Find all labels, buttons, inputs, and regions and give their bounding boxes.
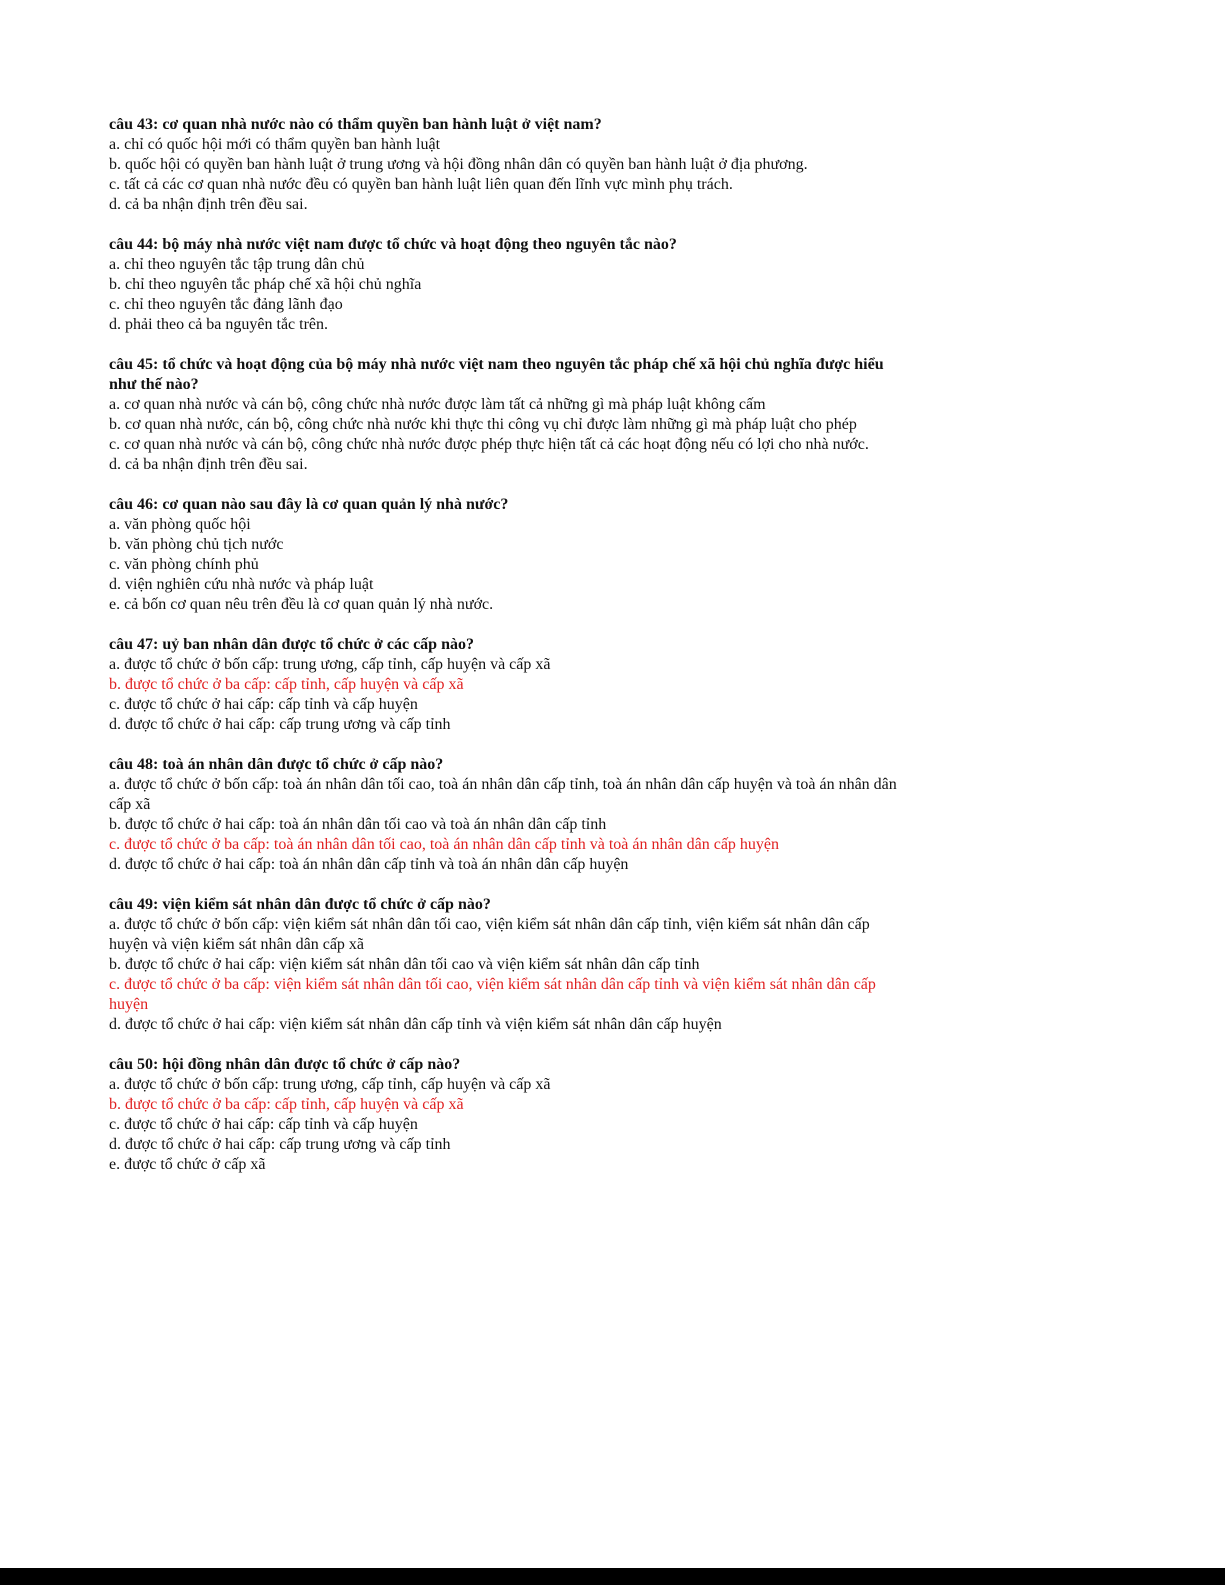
answer-option: d. được tổ chức ở hai cấp: toà án nhân dân cấp tỉnh và toà án nhân dân cấp huyện <box>109 856 629 873</box>
answer-option: a. chỉ có quốc hội mới có thẩm quyền ban hành luật <box>109 136 441 153</box>
question-title: câu 46: cơ quan nào sau đây là cơ quan quản lý nhà nước? <box>109 496 509 513</box>
answer-option: a. được tổ chức ở bốn cấp: trung ương, cấp tỉnh, cấp huyện và cấp xã <box>109 1076 551 1093</box>
answer-option: a. văn phòng quốc hội <box>109 516 251 533</box>
answer-option-correct: c. được tổ chức ở ba cấp: toà án nhân dân tối cao, toà án nhân dân cấp tỉnh và toà án nhân dân cấp huyện <box>109 836 780 853</box>
question-title: câu 47: uỷ ban nhân dân được tổ chức ở các cấp nào? <box>109 636 474 653</box>
answer-option: b. chỉ theo nguyên tắc pháp chế xã hội chủ nghĩa <box>109 276 422 293</box>
answer-option: a. được tổ chức ở bốn cấp: toà án nhân dân tối cao, toà án nhân dân cấp tỉnh, toà án nhân dân cấp huyện và toà án nhân dân cấp xã <box>109 776 897 813</box>
answer-option: e. cả bốn cơ quan nêu trên đều là cơ quan quản lý nhà nước. <box>109 596 494 613</box>
question-title: câu 49: viện kiểm sát nhân dân được tổ chức ở cấp nào? <box>109 896 491 913</box>
question-47 <box>109 635 899 735</box>
answer-option: d. phải theo cả ba nguyên tắc trên. <box>109 316 329 333</box>
answer-option: d. được tổ chức ở hai cấp: cấp trung ương và cấp tỉnh <box>109 716 451 733</box>
question-50 <box>109 1055 899 1175</box>
answer-option: d. được tổ chức ở hai cấp: viện kiểm sát nhân dân cấp tỉnh và viện kiểm sát nhân dân cấp huyện <box>109 1016 722 1033</box>
answer-option: e. được tổ chức ở cấp xã <box>109 1156 266 1173</box>
question-44 <box>109 235 899 335</box>
answer-option-correct: b. được tổ chức ở ba cấp: cấp tỉnh, cấp huyện và cấp xã <box>109 676 464 693</box>
question-43 <box>109 115 899 215</box>
answer-option: d. cả ba nhận định trên đều sai. <box>109 196 308 213</box>
answer-option: a. chỉ theo nguyên tắc tập trung dân chủ <box>109 256 365 273</box>
answer-option: a. được tổ chức ở bốn cấp: viện kiểm sát nhân dân tối cao, viện kiểm sát nhân dân cấp tỉnh, viện kiểm sát nhân dân cấp huyện và viện kiểm sát nhân dân cấp xã <box>109 916 870 953</box>
answer-option: c. cơ quan nhà nước và cán bộ, công chức nhà nước được phép thực hiện tất cả các hoạt động nếu có lợi cho nhà nước. <box>109 436 869 453</box>
answer-option: b. cơ quan nhà nước, cán bộ, công chức nhà nước khi thực thi công vụ chỉ được làm những gì mà pháp luật cho phép <box>109 416 857 433</box>
question-49 <box>109 895 899 1035</box>
answer-option-correct: b. được tổ chức ở ba cấp: cấp tỉnh, cấp huyện và cấp xã <box>109 1096 464 1113</box>
page-bottom-border <box>0 1568 1225 1585</box>
question-46 <box>109 495 899 615</box>
answer-option: d. viện nghiên cứu nhà nước và pháp luật <box>109 576 374 593</box>
question-title: câu 44: bộ máy nhà nước việt nam được tổ chức và hoạt động theo nguyên tắc nào? <box>109 236 677 253</box>
question-45 <box>109 355 899 475</box>
answer-option-correct: c. được tổ chức ở ba cấp: viện kiểm sát nhân dân tối cao, viện kiểm sát nhân dân cấp tỉnh và viện kiểm sát nhân dân cấp huyện <box>109 976 876 1013</box>
answer-option: b. quốc hội có quyền ban hành luật ở trung ương và hội đồng nhân dân có quyền ban hành luật ở địa phương. <box>109 156 808 173</box>
answer-option: c. được tổ chức ở hai cấp: cấp tỉnh và cấp huyện <box>109 1116 418 1133</box>
document-page <box>109 115 899 1195</box>
answer-option: b. được tổ chức ở hai cấp: viện kiểm sát nhân dân tối cao và viện kiểm sát nhân dân cấp tỉnh <box>109 956 700 973</box>
answer-option: d. được tổ chức ở hai cấp: cấp trung ương và cấp tỉnh <box>109 1136 451 1153</box>
answer-option: a. được tổ chức ở bốn cấp: trung ương, cấp tỉnh, cấp huyện và cấp xã <box>109 656 551 673</box>
answer-option: b. được tổ chức ở hai cấp: toà án nhân dân tối cao và toà án nhân dân cấp tỉnh <box>109 816 607 833</box>
answer-option: c. chỉ theo nguyên tắc đảng lãnh đạo <box>109 296 343 313</box>
answer-option: a. cơ quan nhà nước và cán bộ, công chức nhà nước được làm tất cả những gì mà pháp luật không cấm <box>109 396 766 413</box>
question-title: câu 50: hội đồng nhân dân được tổ chức ở cấp nào? <box>109 1056 461 1073</box>
answer-option: c. văn phòng chính phủ <box>109 556 259 573</box>
question-48 <box>109 755 899 875</box>
question-title: câu 48: toà án nhân dân được tổ chức ở cấp nào? <box>109 756 444 773</box>
answer-option: d. cả ba nhận định trên đều sai. <box>109 456 308 473</box>
question-title: câu 45: tổ chức và hoạt động của bộ máy nhà nước việt nam theo nguyên tắc pháp chế xã hội chủ nghĩa được hiểu như thế nào? <box>109 356 884 393</box>
answer-option: b. văn phòng chủ tịch nước <box>109 536 284 553</box>
question-title: câu 43: cơ quan nhà nước nào có thẩm quyền ban hành luật ở việt nam? <box>109 116 602 133</box>
answer-option: c. tất cả các cơ quan nhà nước đều có quyền ban hành luật liên quan đến lĩnh vực mình phụ trách. <box>109 176 733 193</box>
answer-option: c. được tổ chức ở hai cấp: cấp tỉnh và cấp huyện <box>109 696 418 713</box>
